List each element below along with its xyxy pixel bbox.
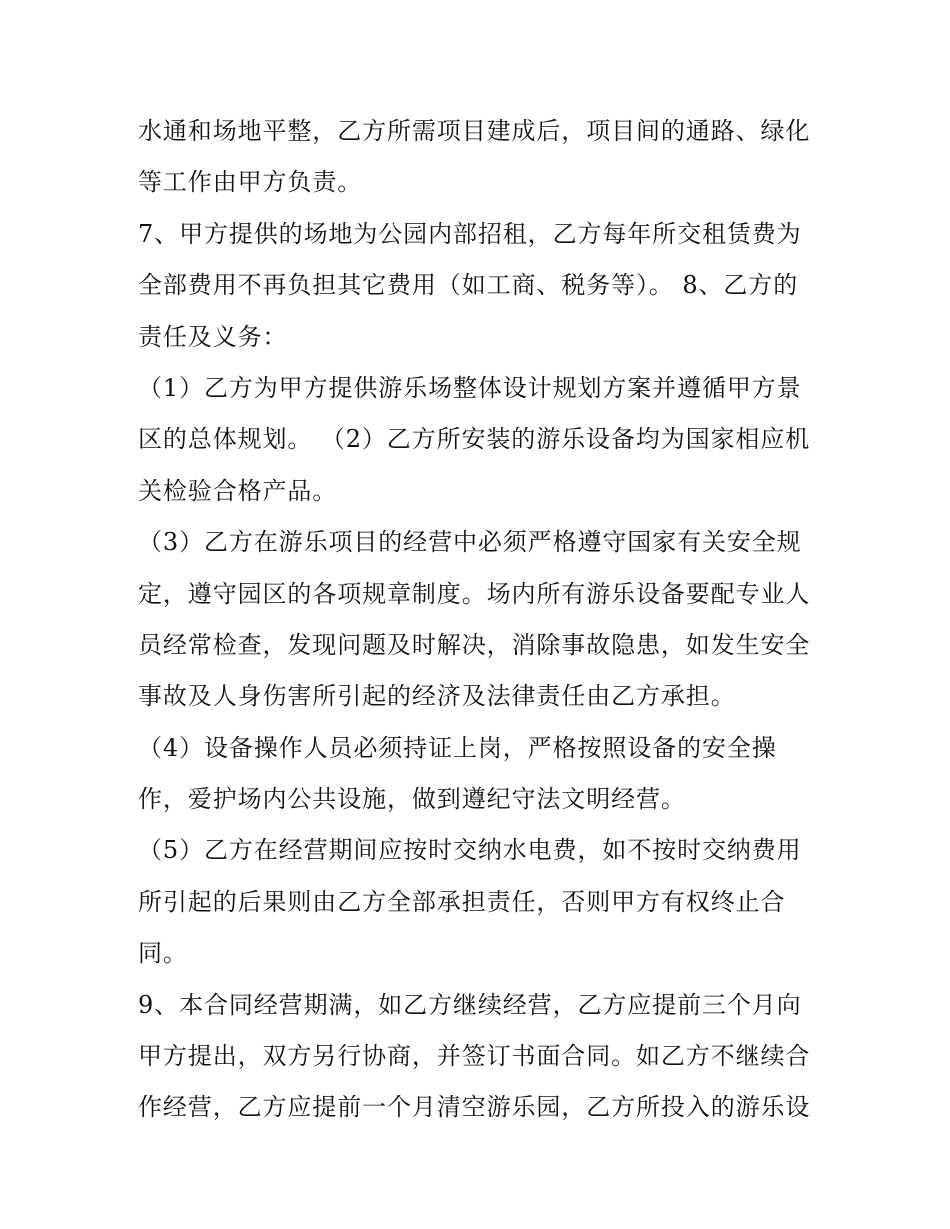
text-line-12: 事故及人身伤害所引起的经济及法律责任由乙方承担。 [138,682,736,711]
text-line-1: 水通和场地平整，乙方所需项目建成后，项目间的通路、绿化 [138,117,811,145]
text-line-10: 定，遵守园区的各项规章制度。场内所有游乐设备要配专业人 [138,579,811,608]
text-line-8: 关检验合格产品。 [138,476,338,505]
text-line-18: 9、本合同经营期满，如乙方继续经营，乙方应提前三个月向 [138,990,802,1019]
text-line-20: 作经营，乙方应提前一个月清空游乐园，乙方所投入的游乐设 [138,1093,811,1122]
text-line-14: 作，爱护场内公共设施，做到遵纪守法文明经营。 [138,785,686,814]
text-line-7: 区的总体规划。 （2）乙方所安装的游乐设备均为国家相应机 [138,425,811,454]
text-line-11: 员经常检查，发现问题及时解决，消除事故隐患，如发生安全 [138,630,811,659]
text-line-19: 甲方提出，双方另行协商，并签订书面合同。如乙方不继续合 [138,1042,811,1071]
document-body [138,106,828,1134]
text-line-13: （4）设备操作人员必须持证上岗，严格按照设备的安全操 [138,733,777,762]
text-line-3: 7、甲方提供的场地为公园内部招租，乙方每年所交租赁费为 [138,219,802,248]
text-line-17: 同。 [138,939,188,968]
text-line-4: 全部费用不再负担其它费用（如工商、税务等）。 8、乙方的 [138,271,799,300]
text-line-5: 责任及义务： [138,322,288,351]
text-line-16: 所引起的后果则由乙方全部承担责任，否则甲方有权终止合 [138,887,786,916]
text-line-15: （5）乙方在经营期间应按时交纳水电费，如不按时交纳费用 [138,836,802,865]
text-line-9: （3）乙方在游乐项目的经营中必须严格遵守国家有关安全规 [138,528,802,557]
text-line-6: （1）乙方为甲方提供游乐场整体设计规划方案并遵循甲方景 [138,373,802,402]
text-line-2: 等工作由甲方负责。 [138,168,363,197]
